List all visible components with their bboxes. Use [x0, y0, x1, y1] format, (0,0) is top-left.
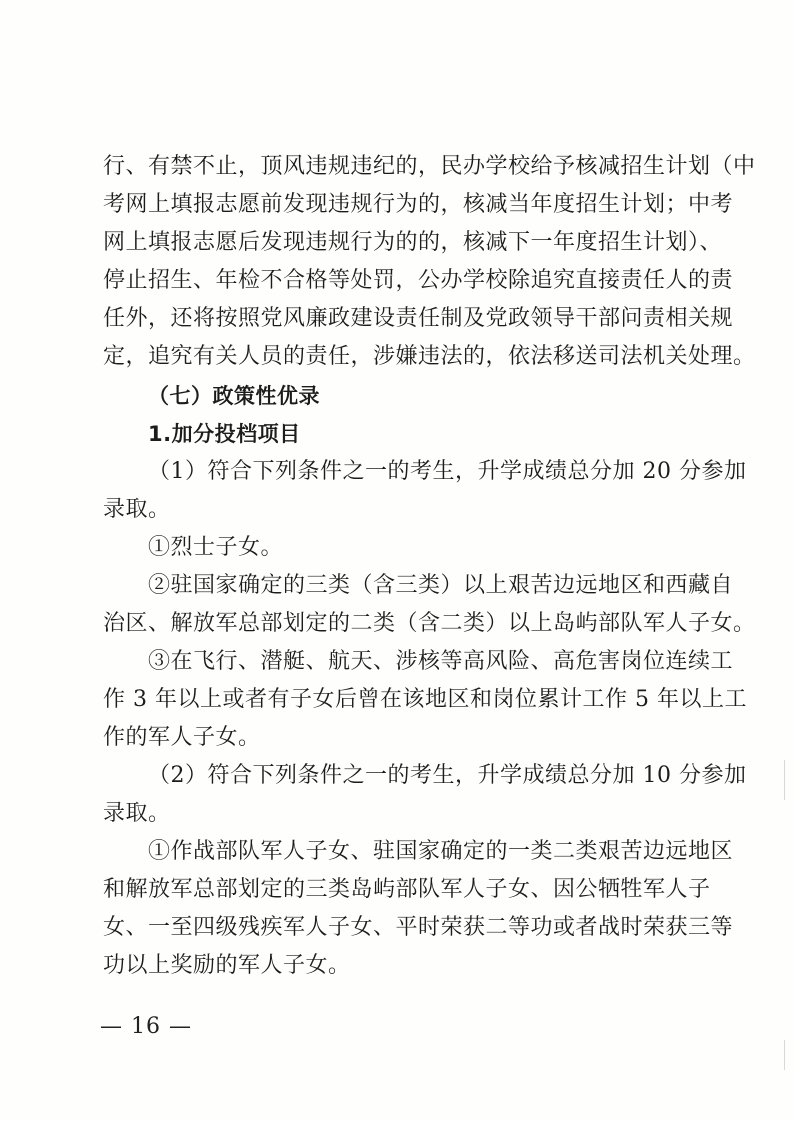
- item-line: （1）符合下列条件之一的考生，升学成绩总分加 20 分参加: [148, 459, 747, 484]
- scan-edge-mark: [784, 1040, 785, 1070]
- item-line: ①烈士子女。: [148, 535, 284, 560]
- body-line: 考网上填报志愿前发现违规行为的，核减当年度招生计划；中考: [103, 192, 734, 217]
- subsection-heading: 1.加分投档项目: [148, 422, 301, 446]
- body-line: 网上填报志愿后发现违规行为的的，核减下一年度招生计划）、: [103, 230, 723, 255]
- item-line: 功以上奖励的军人子女。: [103, 953, 351, 978]
- scan-edge-mark: [784, 760, 785, 800]
- body-line: 停止招生、年检不合格等处罚，公办学校除追究直接责任人的责: [103, 268, 734, 293]
- item-line: 和解放军总部划定的三类岛屿部队军人子女、因公牺牲军人子: [103, 877, 711, 902]
- body-line: 任外，还将按照党风廉政建设责任制及党政领导干部问责相关规: [103, 306, 734, 331]
- item-line: 治区、解放军总部划定的二类（含二类）以上岛屿部队军人子女。: [103, 611, 756, 636]
- item-line: ②驻国家确定的三类（含三类）以上艰苦边远地区和西藏自: [148, 573, 734, 598]
- item-line: （2）符合下列条件之一的考生，升学成绩总分加 10 分参加: [148, 763, 747, 788]
- item-line: ③在飞行、潜艇、航天、涉核等高风险、高危害岗位连续工: [148, 649, 734, 674]
- item-line: ①作战部队军人子女、驻国家确定的一类二类艰苦边远地区: [148, 839, 734, 864]
- page-number: — 16 —: [100, 1014, 192, 1039]
- item-line: 作 3 年以上或者有子女后曾在该地区和岗位累计工作 5 年以上工: [103, 687, 747, 712]
- body-line: 定，追究有关人员的责任，涉嫌违法的，依法移送司法机关处理。: [103, 344, 756, 369]
- item-line: 录取。: [103, 801, 171, 826]
- section-heading: （七）政策性优录: [148, 384, 320, 408]
- item-line: 录取。: [103, 497, 171, 522]
- item-line: 作的军人子女。: [103, 725, 261, 750]
- body-line: 行、有禁不止，顶风违规违纪的，民办学校给予核减招生计划（中: [103, 154, 756, 179]
- item-line: 女、一至四级残疾军人子女、平时荣获二等功或者战时荣获三等: [103, 915, 734, 940]
